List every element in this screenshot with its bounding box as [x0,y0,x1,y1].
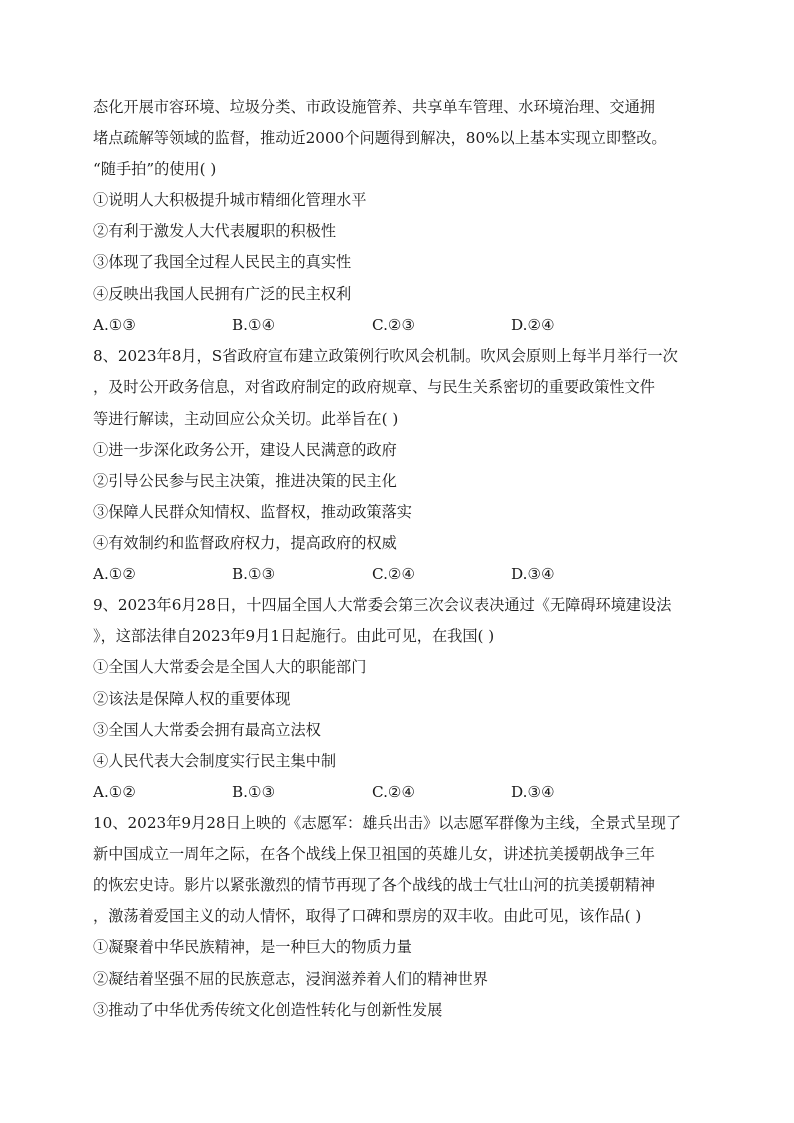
question-9-statement-1: ①全国人大常委会是全国人大的职能部门 [93,658,367,676]
question-9-stem-line: 》，这部法律自2023年9月1日起施行。由此可见，在我国( ) [93,627,495,645]
option-a: A.①② [93,783,137,801]
question-8-options [93,564,705,584]
question-10-stem-line: 新中国成立一周年之际，在各个战线上保卫祖国的英雄儿女，讲述抗美援朝战争三年 [93,845,655,863]
question-10-stem-line: 10、2023年9月28日上映的《志愿军：雄兵出击》以志愿军群像为主线，全景式呈现了 [93,814,682,832]
question-9-statement-2: ②该法是保障人权的重要体现 [93,690,291,708]
question-8-statement-4: ④有效制约和监督政府权力，提高政府的权威 [93,534,397,552]
question-10-statement-2: ②凝结着坚强不屈的民族意志，浸润滋养着人们的精神世界 [93,970,488,988]
option-a: A.①② [93,565,137,583]
question-8-statement-3: ③保障人民群众知情权、监督权，推动政策落实 [93,503,412,521]
question-10-stem-line: 的恢宏史诗。影片以紧张激烈的情节再现了各个战线的战士气壮山河的抗美援朝精神 [93,876,655,894]
question-8-stem-line: 等进行解读，主动回应公众关切。此举旨在( ) [93,410,399,428]
option-d: D.③④ [511,565,555,583]
option-c: C.②④ [372,565,416,583]
question-9-options [93,782,705,802]
question-7-stem-line: “随手拍”的使用( ) [93,160,217,178]
question-7-statement-3: ③体现了我国全过程人民民主的真实性 [93,253,352,271]
question-7-options [93,315,705,335]
option-b: B.①④ [232,316,276,334]
question-7-stem-line: 堵点疏解等领域的监督，推动近2000个问题得到解决，80%以上基本实现立即整改。 [93,129,667,147]
question-8-statement-2: ②引导公民参与民主决策，推进决策的民主化 [93,472,397,490]
question-9-statement-4: ④人民代表大会制度实行民主集中制 [93,752,336,770]
question-9-statement-3: ③全国人大常委会拥有最高立法权 [93,721,321,739]
question-10-stem-line: ，激荡着爱国主义的动人情怀，取得了口碑和票房的双丰收。由此可见，该作品( ) [93,907,642,925]
option-d: D.②④ [511,316,555,334]
option-c: C.②③ [372,316,416,334]
question-10-statement-1: ①凝聚着中华民族精神，是一种巨大的物质力量 [93,938,412,956]
option-b: B.①③ [232,565,276,583]
option-d: D.③④ [511,783,555,801]
question-7-statement-4: ④反映出我国人民拥有广泛的民主权利 [93,285,352,303]
question-7-statement-2: ②有利于激发人大代表履职的积极性 [93,222,336,240]
question-8-stem-line: 8、2023年8月，S省政府宣布建立政策例行吹风会机制。吹风会原则上每半月举行一次 [93,347,678,365]
option-c: C.②④ [372,783,416,801]
question-9-stem-line: 9、2023年6月28日，十四届全国人大常委会第三次会议表决通过《无障碍环境建设法 [93,596,672,614]
option-b: B.①③ [232,783,276,801]
question-10-statement-3: ③推动了中华优秀传统文化创造性转化与创新性发展 [93,1001,443,1019]
question-8-statement-1: ①进一步深化政务公开，建设人民满意的政府 [93,441,397,459]
option-a: A.①③ [93,316,137,334]
question-8-stem-line: ，及时公开政务信息，对省政府制定的政府规章、与民生关系密切的重要政策性文件 [93,378,655,396]
question-7-stem-line: 态化开展市容环境、垃圾分类、市政设施管养、共享单车管理、水环境治理、交通拥 [93,98,655,116]
question-7-statement-1: ①说明人大积极提升城市精细化管理水平 [93,191,367,209]
